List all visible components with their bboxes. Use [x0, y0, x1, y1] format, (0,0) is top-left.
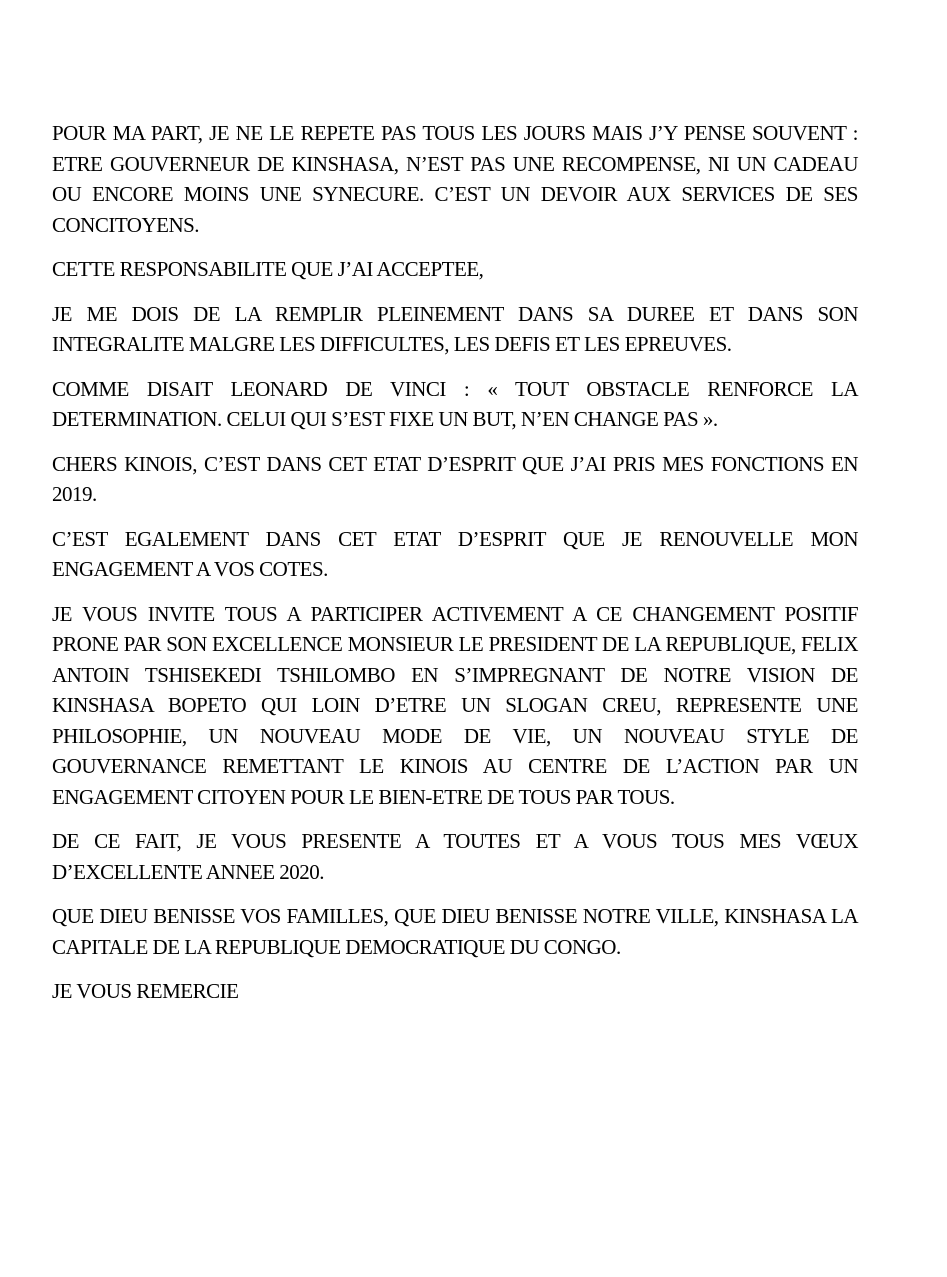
paragraph-2: CETTE RESPONSABILITE QUE J’AI ACCEPTEE,	[52, 257, 484, 281]
paragraph-1: POUR MA PART, JE NE LE REPETE PAS TOUS LES JOURS MAIS J’Y PENSE SOUVENT : ETRE GOUVERNEUR DE KINSHASA, N’EST PAS UNE RECOMPENSE, NI UN CADEAU OU ENCORE MOINS UNE SYNECURE. C’EST UN DEVOIR AUX SERVICES DE SES CONCITOYENS.	[52, 121, 858, 237]
paragraph-10: JE VOUS REMERCIE	[52, 979, 239, 1003]
paragraph-8: DE CE FAIT, JE VOUS PRESENTE A TOUTES ET A VOUS TOUS MES VŒUX D’EXCELLENTE ANNEE 2020.	[52, 829, 858, 884]
paragraph-7: JE VOUS INVITE TOUS A PARTICIPER ACTIVEMENT A CE CHANGEMENT POSITIF PRONE PAR SON EXCELLENCE MONSIEUR LE PRESIDENT DE LA REPUBLIQUE, FELIX ANTOIN TSHISEKEDI TSHILOMBO EN S’IMPREGNANT DE NOTRE VISION DE KINSHASA BOPETO QUI LOIN D’ETRE UN SLOGAN CREU, REPRESENTE UNE PHILOSOPHIE, UN NOUVEAU MODE DE VIE, UN NOUVEAU STYLE DE GOUVERNANCE REMETTANT LE KINOIS AU CENTRE DE L’ACTION PAR UN ENGAGEMENT CITOYEN POUR LE BIEN-ETRE DE TOUS PAR TOUS.	[52, 601, 858, 809]
paragraph-6: C’EST EGALEMENT DANS CET ETAT D’ESPRIT QUE JE RENOUVELLE MON ENGAGEMENT A VOS COTES.	[52, 526, 858, 581]
paragraph-5: CHERS KINOIS, C’EST DANS CET ETAT D’ESPRIT QUE J’AI PRIS MES FONCTIONS EN 2019.	[52, 451, 858, 506]
paragraph-3: JE ME DOIS DE LA REMPLIR PLEINEMENT DANS SA DUREE ET DANS SON INTEGRALITE MALGRE LES DIFFICULTES, LES DEFIS ET LES EPREUVES.	[52, 301, 858, 356]
document-body	[52, 118, 858, 1021]
paragraph-4: COMME DISAIT LEONARD DE VINCI : « TOUT OBSTACLE RENFORCE LA DETERMINATION. CELUI QUI S’EST FIXE UN BUT, N’EN CHANGE PAS ».	[52, 376, 858, 431]
paragraph-9: QUE DIEU BENISSE VOS FAMILLES, QUE DIEU BENISSE NOTRE VILLE, KINSHASA LA CAPITALE DE LA REPUBLIQUE DEMOCRATIQUE DU CONGO.	[52, 904, 858, 959]
